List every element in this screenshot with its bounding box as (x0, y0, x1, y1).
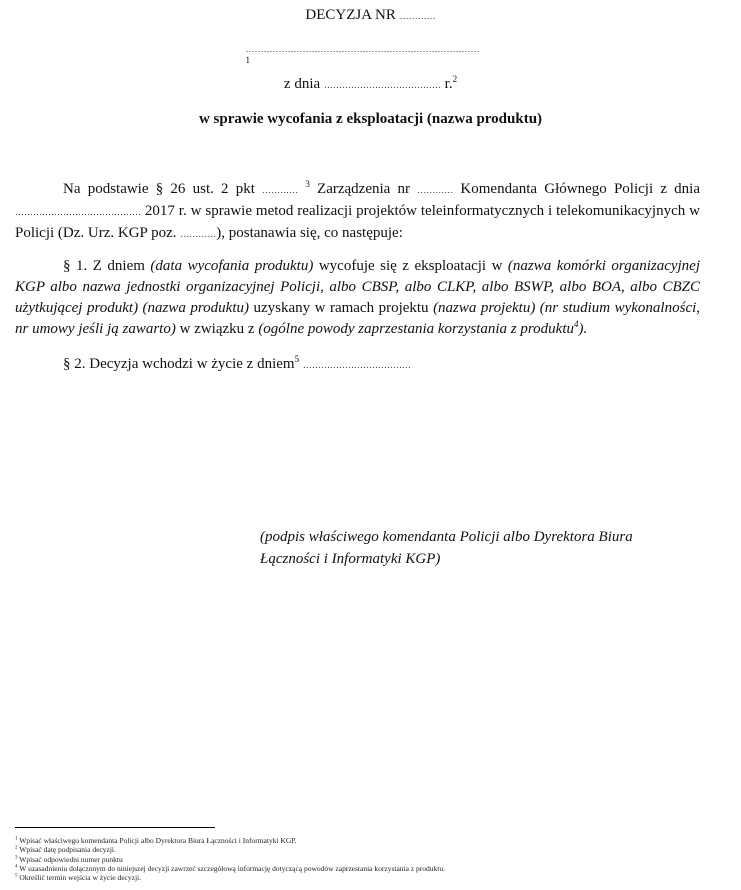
footnote-item: $^5$ Określić termin wejścia w życie decyzji. (15, 873, 141, 883)
footnote-item: $^4$ W uzasadnieniu dołączonym do niniejszej decyzji zawrzeć szczegółową informację dotyczącą powodów zaprzestania korzystania z produktu. (15, 863, 445, 873)
footnote-item: $^3$ Wpisać odpowiedni numer punktu (15, 854, 123, 864)
signature-line-2: Łączności i Informatyki KGP) (260, 551, 441, 567)
paragraph-2: § 2. Decyzja wchodzi w życie z dniem$^5$ ……………………………… (63, 354, 411, 372)
footnote-item: $^1$ Wpisać właściwego komendanta Policji albo Dyrektora Biura Łączności i Informatyki KGP. (15, 836, 297, 845)
footnote-ref-3: 3 (305, 179, 310, 189)
withdrawal-date-placeholder: (data wycofania produktu) (150, 258, 314, 274)
point-number-blank: ………… (262, 185, 299, 195)
signature-block (260, 526, 700, 570)
footnote-ref-1: 1 (245, 55, 250, 65)
footnote-ref-5: 5 (294, 354, 300, 364)
paragraph-1: § 1. Z dniem (data wycofania produktu) wycofuje się z eksploatacji w (nazwa komórki organizacyjnej KGP albo nazwa jednostki organizacyjnej Policji, albo CBSP, albo CLKP, albo BSWP, albo BOA, albo CBZC użytkującej produkt) (nazwa produktu) uzyskany w ramach projektu (nazwa projektu) (nr studium wykonalności, nr umowy jeśli ją zawarto) w związku z (ogólne powody zaprzestania korzystania z produktu$^4$). (15, 258, 701, 337)
date-suffix: r. (444, 76, 453, 92)
footnote-ref-2: 2 (452, 74, 458, 84)
footnote-item: $^2$ Wpisać datę podpisania decyzji. (15, 845, 116, 855)
date-prefix: z dnia (283, 76, 321, 92)
effective-date-blank: ……………………………… (302, 360, 411, 370)
issuer-blank: …………………………………………………………………… (245, 44, 480, 54)
footnote-separator (15, 827, 215, 828)
intro-paragraph: Na podstawie § 26 ust. 2 pkt ………… $^3$ Zarządzenia nr ………… Komendanta Głównego Policji z dnia …………………………………… 2017 r. w sprawie metod realizacji projektów teleinformatycznych i telekomunikacyjnych w Policji (Dz. Urz. KGP poz. …………), postanawia się, co następuje: (15, 179, 701, 241)
title-number-blank: ………… (399, 11, 436, 21)
order-date-blank: …………………………………… (15, 207, 141, 217)
date-blank: ………………………………… (323, 80, 441, 90)
footnote-ref-4: 4 (574, 319, 579, 329)
issuer-line (0, 40, 741, 74)
journal-position-blank: ………… (180, 229, 217, 239)
project-placeholder: (nazwa projektu) (nr studium wykonalności, nr umowy jeśli ją zawarto) (15, 300, 701, 337)
reasons-placeholder: (ogólne powody zaprzestania korzystania z produktu$^4$). (258, 319, 588, 337)
decision-subject: w sprawie wycofania z eksploatacji (nazwa produktu) (198, 111, 543, 127)
order-number-blank: ………… (417, 185, 454, 195)
signature-line-1: (podpis właściwego komendanta Policji albo Dyrektora Biura (260, 529, 633, 545)
date-line (0, 76, 741, 93)
footnotes (15, 836, 715, 882)
title-text: DECYZJA NR (305, 7, 396, 23)
decision-title (0, 7, 741, 24)
unit-product-placeholder: (nazwa komórki organizacyjnej KGP albo nazwa jednostki organizacyjnej Policji, albo CBSP, albo CLKP, albo BSWP, albo BOA, albo CBZC użytkującej produkt) (nazwa produktu) (15, 258, 701, 316)
